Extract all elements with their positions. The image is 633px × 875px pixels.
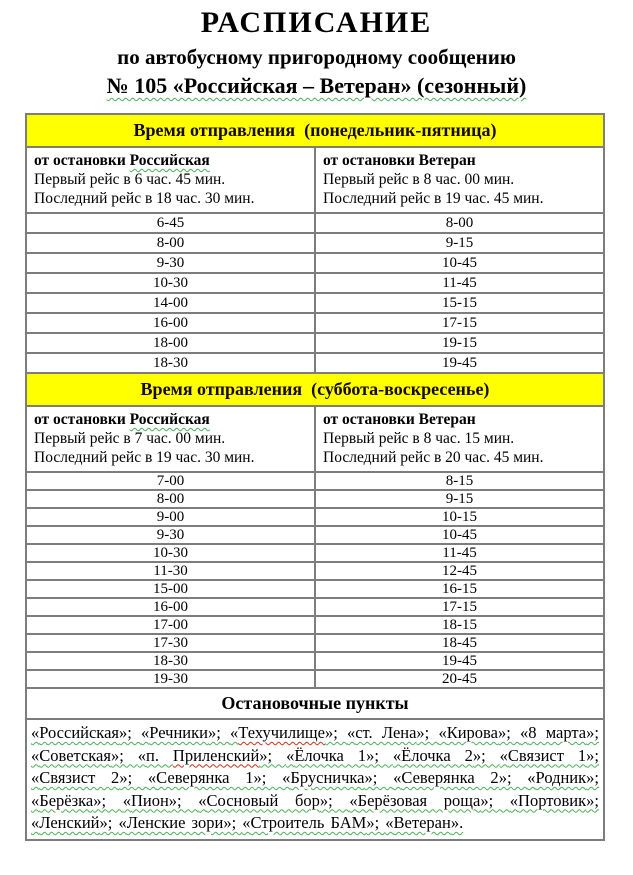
last-trip-line: Последний рейс в 19 час. 45 мин.	[323, 190, 544, 207]
departure-time-rossiyskaya: 17-30	[26, 634, 315, 652]
time-row	[26, 526, 604, 544]
schedule-table	[25, 113, 605, 841]
stop-info-title	[323, 410, 596, 429]
stop-info-name: Российская	[129, 152, 210, 169]
departure-time-veteran: 19-45	[315, 652, 604, 670]
time-row	[26, 293, 604, 313]
page-subtitle: по автобусному пригородному сообщению	[117, 45, 516, 69]
time-row	[26, 253, 604, 273]
departure-time-rossiyskaya: 16-00	[26, 598, 315, 616]
stops-header-label: Остановочные пункты	[26, 688, 604, 719]
section-header-weekday-label: Время отправления (понедельник-пятница)	[26, 114, 604, 147]
stop-info-title	[34, 151, 307, 170]
departure-time-veteran: 11-45	[315, 544, 604, 562]
departure-time-rossiyskaya: 18-30	[26, 353, 315, 373]
time-row	[26, 508, 604, 526]
last-trip-line: Последний рейс в 20 час. 45 мин.	[323, 449, 544, 466]
info-row-weekend	[26, 406, 604, 472]
time-row	[26, 544, 604, 562]
time-row	[26, 353, 604, 373]
last-trip-line: Последний рейс в 18 час. 30 мин.	[34, 190, 255, 207]
first-trip-line: Первый рейс в 6 час. 45 мин.	[34, 171, 226, 188]
departure-time-veteran: 17-15	[315, 313, 604, 333]
page-title: РАСПИСАНИЕ	[200, 6, 433, 39]
departure-time-rossiyskaya: 16-00	[26, 313, 315, 333]
departure-time-rossiyskaya: 10-30	[26, 273, 315, 293]
departure-time-veteran: 19-45	[315, 353, 604, 373]
time-row	[26, 333, 604, 353]
time-row	[26, 598, 604, 616]
stop-info-rossiyskaya-weekday	[26, 147, 315, 213]
departure-time-veteran: 8-15	[315, 472, 604, 490]
departure-time-rossiyskaya: 11-30	[26, 562, 315, 580]
time-row	[26, 313, 604, 333]
departure-time-rossiyskaya: 7-00	[26, 472, 315, 490]
stops-cell	[26, 719, 604, 840]
info-row-weekday	[26, 147, 604, 213]
departure-time-veteran: 10-15	[315, 508, 604, 526]
departure-time-veteran: 11-45	[315, 273, 604, 293]
stop-info-name: Ветеран	[418, 411, 476, 428]
departure-time-veteran: 10-45	[315, 253, 604, 273]
section-header-weekday	[26, 114, 604, 147]
stops-header-row	[26, 688, 604, 719]
departure-time-rossiyskaya: 8-00	[26, 490, 315, 508]
departure-time-veteran: 15-15	[315, 293, 604, 313]
departure-time-veteran: 8-00	[315, 213, 604, 233]
time-row	[26, 616, 604, 634]
first-trip-line: Первый рейс в 8 час. 00 мин.	[323, 171, 515, 188]
departure-time-veteran: 20-45	[315, 670, 604, 688]
route-line	[0, 72, 633, 100]
last-trip-line: Последний рейс в 19 час. 30 мин.	[34, 449, 255, 466]
section-header-weekend-label: Время отправления (суббота-воскресенье)	[26, 373, 604, 406]
first-trip-line: Первый рейс в 7 час. 00 мин.	[34, 430, 226, 447]
stop-info-rossiyskaya-weekend	[26, 406, 315, 472]
departure-time-rossiyskaya: 10-30	[26, 544, 315, 562]
time-row	[26, 670, 604, 688]
time-row	[26, 233, 604, 253]
time-row	[26, 273, 604, 293]
stop-info-veteran-weekend	[315, 406, 604, 472]
stop-info-veteran-weekday	[315, 147, 604, 213]
section-header-weekend	[26, 373, 604, 406]
departure-time-rossiyskaya: 9-00	[26, 508, 315, 526]
time-row	[26, 580, 604, 598]
stop-info-label: от остановки	[34, 152, 126, 169]
time-row	[26, 634, 604, 652]
misspelled-stop-name: Приленский	[172, 745, 260, 765]
departure-time-veteran: 18-15	[315, 616, 604, 634]
stops-row	[26, 719, 604, 840]
departure-time-rossiyskaya: 9-30	[26, 253, 315, 273]
title-block	[0, 0, 633, 100]
departure-time-rossiyskaya: 9-30	[26, 526, 315, 544]
stop-info-name: Российская	[129, 411, 210, 428]
departure-time-rossiyskaya: 18-00	[26, 333, 315, 353]
departure-time-veteran: 19-15	[315, 333, 604, 353]
stop-info-label: от остановки	[34, 411, 126, 428]
time-row	[26, 652, 604, 670]
time-row	[26, 213, 604, 233]
time-row	[26, 490, 604, 508]
departure-time-rossiyskaya: 6-45	[26, 213, 315, 233]
departure-time-veteran: 12-45	[315, 562, 604, 580]
departure-time-veteran: 9-15	[315, 233, 604, 253]
departure-time-rossiyskaya: 19-30	[26, 670, 315, 688]
stops-paragraph: «Российская»; «Речники»; «Техучилище»; «ст. Лена»; «Кирова»; «8 марта»; «Советская»; «п. Приленский»; «Ёлочка 1»; «Ёлочка 2»; «Связист 1»; «Связист 2»; «Северянка 1»; «Брусничка»; «Северянка 2»; «Родник»; «Берёзка»; «Пион»; «Сосновый бор»; «Берёзовая роща»; «Портовик»; «Ленский»; «Ленские зори»; «Строитель БАМ»; «Ветеран».	[31, 723, 600, 832]
stop-info-label: от остановки	[323, 411, 415, 428]
departure-time-veteran: 10-45	[315, 526, 604, 544]
time-row	[26, 472, 604, 490]
first-trip-line: Первый рейс в 8 час. 15 мин.	[323, 430, 515, 447]
departure-time-rossiyskaya: 15-00	[26, 580, 315, 598]
misspelled-stop-name: Техучилище	[238, 723, 325, 742]
departure-time-rossiyskaya: 8-00	[26, 233, 315, 253]
time-row	[26, 562, 604, 580]
departure-time-rossiyskaya: 14-00	[26, 293, 315, 313]
route-line-text: № 105 «Российская – Ветеран» (сезонный)	[106, 73, 527, 98]
stop-info-name: Ветеран	[418, 152, 476, 169]
departure-time-rossiyskaya: 17-00	[26, 616, 315, 634]
departure-time-veteran: 9-15	[315, 490, 604, 508]
departure-time-rossiyskaya: 18-30	[26, 652, 315, 670]
departure-time-veteran: 18-45	[315, 634, 604, 652]
stop-info-label: от остановки	[323, 152, 415, 169]
stop-info-title	[34, 410, 307, 429]
departure-time-veteran: 16-15	[315, 580, 604, 598]
departure-time-veteran: 17-15	[315, 598, 604, 616]
stop-info-title	[323, 151, 596, 170]
